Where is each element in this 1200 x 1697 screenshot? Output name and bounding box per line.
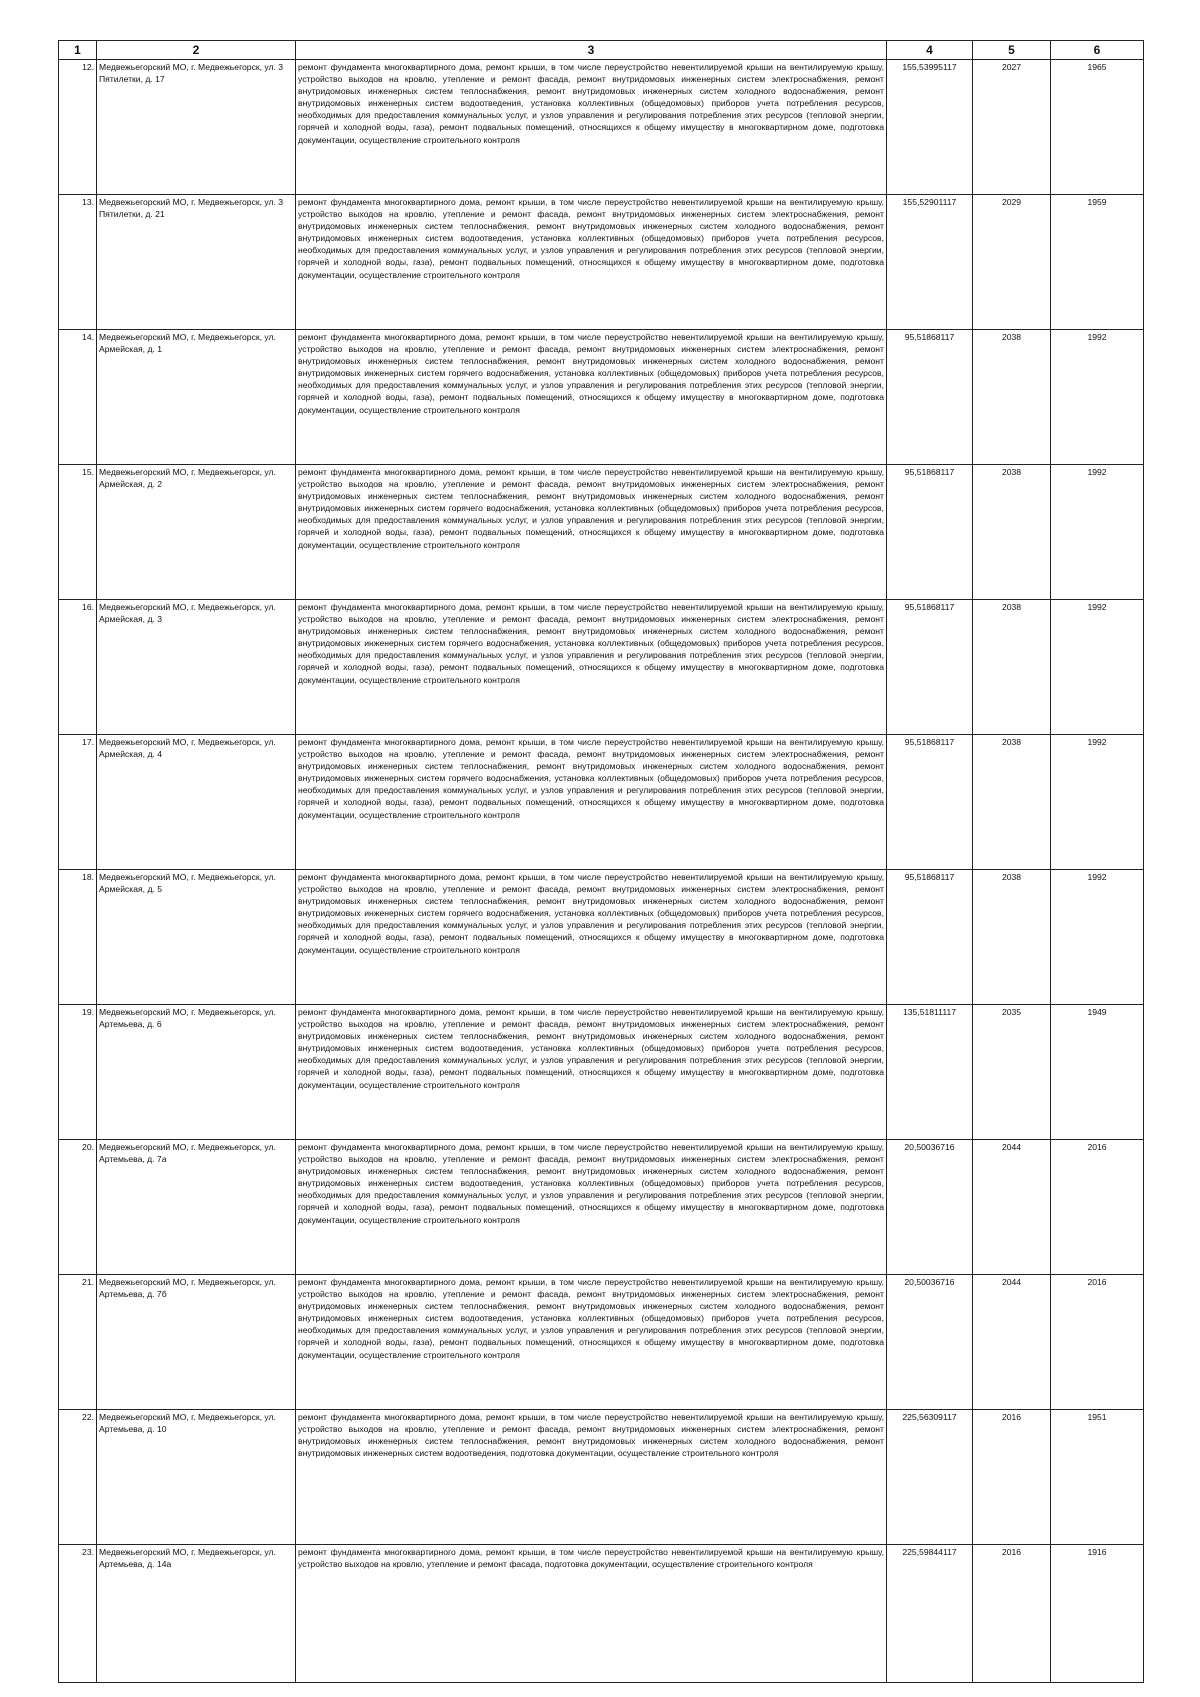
table-row	[59, 195, 1144, 330]
address-cell: Медвежьегорский МО, г. Медвежьегорск, ул. Артемьева, д. 10	[97, 1410, 296, 1545]
works-description-cell: ремонт фундамента многоквартирного дома, ремонт крыши, в том числе переустройство невентилируемой крыши на вентилируемую крышу, устройство выходов на кровлю, утепление и ремонт фасада, ремонт внутридомовых инженерных систем электроснабжения, ремонт внутридомовых инженерных систем теплоснабжения, ремонт внутридомовых инженерных систем холодного водоснабжения, ремонт внутридомовых инженерных систем горячего водоснабжения, установка коллективных (общедомовых) приборов учета потребления ресурсов, необходимых для предоставления коммунальных услуг, и узлов управления и регулирования потребления этих ресурсов (тепловой энергии, горячей и холодной воды, газа), ремонт подвальных помещений, относящихся к общему имуществу в многоквартирном доме, подготовка документации, осуществление строительного контроля	[296, 735, 887, 870]
built-year-cell: 1992	[1051, 600, 1144, 735]
works-description-cell: ремонт фундамента многоквартирного дома, ремонт крыши, в том числе переустройство невентилируемой крыши на вентилируемую крышу, устройство выходов на кровлю, утепление и ремонт фасада, ремонт внутридомовых инженерных систем электроснабжения, ремонт внутридомовых инженерных систем теплоснабжения, ремонт внутридомовых инженерных систем холодного водоснабжения, ремонт внутридомовых инженерных систем горячего водоснабжения, установка коллективных (общедомовых) приборов учета потребления ресурсов, необходимых для предоставления коммунальных услуг, и узлов управления и регулирования потребления этих ресурсов (тепловой энергии, горячей и холодной воды, газа), ремонт подвальных помещений, относящихся к общему имуществу в многоквартирном доме, подготовка документации, осуществление строительного контроля	[296, 465, 887, 600]
address-cell: Медвежьегорский МО, г. Медвежьегорск, ул. Артемьева, д. 6	[97, 1005, 296, 1140]
planned-year-cell: 2038	[973, 870, 1051, 1005]
cost-cell: 20,50036716	[887, 1275, 973, 1410]
planned-year-cell: 2038	[973, 330, 1051, 465]
built-year-cell: 1949	[1051, 1005, 1144, 1140]
table-row	[59, 1410, 1144, 1545]
row-number: 15.	[59, 465, 97, 600]
table-row	[59, 870, 1144, 1005]
header-cell: 6	[1051, 41, 1144, 60]
table-header	[59, 41, 1144, 60]
header-cell: 1	[59, 41, 97, 60]
header-cell: 3	[296, 41, 887, 60]
address-cell: Медвежьегорский МО, г. Медвежьегорск, ул. 3 Пятилетки, д. 17	[97, 60, 296, 195]
planned-year-cell: 2038	[973, 465, 1051, 600]
planned-year-cell: 2044	[973, 1140, 1051, 1275]
table-row	[59, 60, 1144, 195]
works-description-cell: ремонт фундамента многоквартирного дома, ремонт крыши, в том числе переустройство невентилируемой крыши на вентилируемую крышу, устройство выходов на кровлю, утепление и ремонт фасада, ремонт внутридомовых инженерных систем электроснабжения, ремонт внутридомовых инженерных систем теплоснабжения, ремонт внутридомовых инженерных систем холодного водоснабжения, ремонт внутридомовых инженерных систем водоотведения, установка коллективных (общедомовых) приборов учета потребления ресурсов, необходимых для предоставления коммунальных услуг, и узлов управления и регулирования потребления этих ресурсов (тепловой энергии, горячей и холодной воды, газа), ремонт подвальных помещений, относящихся к общему имуществу в многоквартирном доме, подготовка документации, осуществление строительного контроля	[296, 60, 887, 195]
planned-year-cell: 2027	[973, 60, 1051, 195]
table-row	[59, 1140, 1144, 1275]
planned-year-cell: 2016	[973, 1545, 1051, 1683]
cost-cell: 95,51868117	[887, 870, 973, 1005]
works-description-cell: ремонт фундамента многоквартирного дома, ремонт крыши, в том числе переустройство невентилируемой крыши на вентилируемую крышу, устройство выходов на кровлю, утепление и ремонт фасада, ремонт внутридомовых инженерных систем электроснабжения, ремонт внутридомовых инженерных систем теплоснабжения, ремонт внутридомовых инженерных систем холодного водоснабжения, ремонт внутридомовых инженерных систем горячего водоснабжения, установка коллективных (общедомовых) приборов учета потребления ресурсов, необходимых для предоставления коммунальных услуг, и узлов управления и регулирования потребления этих ресурсов (тепловой энергии, горячей и холодной воды, газа), ремонт подвальных помещений, относящихся к общему имуществу в многоквартирном доме, подготовка документации, осуществление строительного контроля	[296, 600, 887, 735]
planned-year-cell: 2035	[973, 1005, 1051, 1140]
built-year-cell: 1951	[1051, 1410, 1144, 1545]
built-year-cell: 2016	[1051, 1140, 1144, 1275]
planned-year-cell: 2044	[973, 1275, 1051, 1410]
built-year-cell: 1992	[1051, 465, 1144, 600]
cost-cell: 225,59844117	[887, 1545, 973, 1683]
row-number: 19.	[59, 1005, 97, 1140]
cost-cell: 95,51868117	[887, 465, 973, 600]
row-number: 21.	[59, 1275, 97, 1410]
cost-cell: 155,53995117	[887, 60, 973, 195]
header-row	[59, 41, 1144, 60]
address-cell: Медвежьегорский МО, г. Медвежьегорск, ул. Артемьева, д. 7а	[97, 1140, 296, 1275]
address-cell: Медвежьегорский МО, г. Медвежьегорск, ул. Армейская, д. 3	[97, 600, 296, 735]
works-description-cell: ремонт фундамента многоквартирного дома, ремонт крыши, в том числе переустройство невентилируемой крыши на вентилируемую крышу, устройство выходов на кровлю, утепление и ремонт фасада, подготовка документации, осуществление строительного контроля	[296, 1545, 887, 1683]
header-cell: 2	[97, 41, 296, 60]
built-year-cell: 1992	[1051, 735, 1144, 870]
works-description-cell: ремонт фундамента многоквартирного дома, ремонт крыши, в том числе переустройство невентилируемой крыши на вентилируемую крышу, устройство выходов на кровлю, утепление и ремонт фасада, ремонт внутридомовых инженерных систем электроснабжения, ремонт внутридомовых инженерных систем теплоснабжения, ремонт внутридомовых инженерных систем холодного водоснабжения, ремонт внутридомовых инженерных систем водоотведения, подготовка документации, осуществление строительного контроля	[296, 1410, 887, 1545]
works-description-cell: ремонт фундамента многоквартирного дома, ремонт крыши, в том числе переустройство невентилируемой крыши на вентилируемую крышу, устройство выходов на кровлю, утепление и ремонт фасада, ремонт внутридомовых инженерных систем электроснабжения, ремонт внутридомовых инженерных систем теплоснабжения, ремонт внутридомовых инженерных систем холодного водоснабжения, ремонт внутридомовых инженерных систем водоотведения, установка коллективных (общедомовых) приборов учета потребления ресурсов, необходимых для предоставления коммунальных услуг, и узлов управления и регулирования потребления этих ресурсов (тепловой энергии, горячей и холодной воды, газа), ремонт подвальных помещений, относящихся к общему имуществу в многоквартирном доме, подготовка документации, осуществление строительного контроля	[296, 195, 887, 330]
built-year-cell: 1992	[1051, 330, 1144, 465]
planned-year-cell: 2029	[973, 195, 1051, 330]
header-cell: 5	[973, 41, 1051, 60]
built-year-cell: 1992	[1051, 870, 1144, 1005]
planned-year-cell: 2038	[973, 600, 1051, 735]
row-number: 17.	[59, 735, 97, 870]
table-row	[59, 1275, 1144, 1410]
address-cell: Медвежьегорский МО, г. Медвежьегорск, ул. Армейская, д. 1	[97, 330, 296, 465]
address-cell: Медвежьегорский МО, г. Медвежьегорск, ул. Армейская, д. 2	[97, 465, 296, 600]
built-year-cell: 1916	[1051, 1545, 1144, 1683]
header-cell: 4	[887, 41, 973, 60]
works-description-cell: ремонт фундамента многоквартирного дома, ремонт крыши, в том числе переустройство невентилируемой крыши на вентилируемую крышу, устройство выходов на кровлю, утепление и ремонт фасада, ремонт внутридомовых инженерных систем электроснабжения, ремонт внутридомовых инженерных систем теплоснабжения, ремонт внутридомовых инженерных систем холодного водоснабжения, ремонт внутридомовых инженерных систем водоотведения, установка коллективных (общедомовых) приборов учета потребления ресурсов, необходимых для предоставления коммунальных услуг, и узлов управления и регулирования потребления этих ресурсов (тепловой энергии, горячей и холодной воды, газа), ремонт подвальных помещений, относящихся к общему имуществу в многоквартирном доме, подготовка документации, осуществление строительного контроля	[296, 1275, 887, 1410]
works-description-cell: ремонт фундамента многоквартирного дома, ремонт крыши, в том числе переустройство невентилируемой крыши на вентилируемую крышу, устройство выходов на кровлю, утепление и ремонт фасада, ремонт внутридомовых инженерных систем электроснабжения, ремонт внутридомовых инженерных систем теплоснабжения, ремонт внутридомовых инженерных систем холодного водоснабжения, ремонт внутридомовых инженерных систем водоотведения, установка коллективных (общедомовых) приборов учета потребления ресурсов, необходимых для предоставления коммунальных услуг, и узлов управления и регулирования потребления этих ресурсов (тепловой энергии, горячей и холодной воды, газа), ремонт подвальных помещений, относящихся к общему имуществу в многоквартирном доме, подготовка документации, осуществление строительного контроля	[296, 1005, 887, 1140]
table-row	[59, 330, 1144, 465]
planned-year-cell: 2016	[973, 1410, 1051, 1545]
row-number: 23.	[59, 1545, 97, 1683]
built-year-cell: 2016	[1051, 1275, 1144, 1410]
table-row	[59, 600, 1144, 735]
cost-cell: 225,56309117	[887, 1410, 973, 1545]
table-body	[59, 60, 1144, 1683]
row-number: 16.	[59, 600, 97, 735]
row-number: 18.	[59, 870, 97, 1005]
table-row	[59, 1005, 1144, 1140]
table-row	[59, 465, 1144, 600]
cost-cell: 155,52901117	[887, 195, 973, 330]
cost-cell: 135,51811117	[887, 1005, 973, 1140]
planned-year-cell: 2038	[973, 735, 1051, 870]
row-number: 22.	[59, 1410, 97, 1545]
row-number: 12.	[59, 60, 97, 195]
works-description-cell: ремонт фундамента многоквартирного дома, ремонт крыши, в том числе переустройство невентилируемой крыши на вентилируемую крышу, устройство выходов на кровлю, утепление и ремонт фасада, ремонт внутридомовых инженерных систем электроснабжения, ремонт внутридомовых инженерных систем теплоснабжения, ремонт внутридомовых инженерных систем холодного водоснабжения, ремонт внутридомовых инженерных систем горячего водоснабжения, установка коллективных (общедомовых) приборов учета потребления ресурсов, необходимых для предоставления коммунальных услуг, и узлов управления и регулирования потребления этих ресурсов (тепловой энергии, горячей и холодной воды, газа), ремонт подвальных помещений, относящихся к общему имуществу в многоквартирном доме, подготовка документации, осуществление строительного контроля	[296, 870, 887, 1005]
works-description-cell: ремонт фундамента многоквартирного дома, ремонт крыши, в том числе переустройство невентилируемой крыши на вентилируемую крышу, устройство выходов на кровлю, утепление и ремонт фасада, ремонт внутридомовых инженерных систем электроснабжения, ремонт внутридомовых инженерных систем теплоснабжения, ремонт внутридомовых инженерных систем холодного водоснабжения, ремонт внутридомовых инженерных систем водоотведения, установка коллективных (общедомовых) приборов учета потребления ресурсов, необходимых для предоставления коммунальных услуг, и узлов управления и регулирования потребления этих ресурсов (тепловой энергии, горячей и холодной воды, газа), ремонт подвальных помещений, относящихся к общему имуществу в многоквартирном доме, подготовка документации, осуществление строительного контроля	[296, 1140, 887, 1275]
address-cell: Медвежьегорский МО, г. Медвежьегорск, ул. Армейская, д. 5	[97, 870, 296, 1005]
address-cell: Медвежьегорский МО, г. Медвежьегорск, ул. 3 Пятилетки, д. 21	[97, 195, 296, 330]
row-number: 13.	[59, 195, 97, 330]
table-row	[59, 1545, 1144, 1683]
built-year-cell: 1959	[1051, 195, 1144, 330]
cost-cell: 95,51868117	[887, 330, 973, 465]
address-cell: Медвежьегорский МО, г. Медвежьегорск, ул. Артемьева, д. 7б	[97, 1275, 296, 1410]
address-cell: Медвежьегорский МО, г. Медвежьегорск, ул. Артемьева, д. 14а	[97, 1545, 296, 1683]
table-row	[59, 735, 1144, 870]
cost-cell: 95,51868117	[887, 735, 973, 870]
cost-cell: 20,50036716	[887, 1140, 973, 1275]
address-cell: Медвежьегорский МО, г. Медвежьегорск, ул. Армейская, д. 4	[97, 735, 296, 870]
row-number: 20.	[59, 1140, 97, 1275]
row-number: 14.	[59, 330, 97, 465]
built-year-cell: 1965	[1051, 60, 1144, 195]
register-table	[58, 40, 1144, 1683]
cost-cell: 95,51868117	[887, 600, 973, 735]
works-description-cell: ремонт фундамента многоквартирного дома, ремонт крыши, в том числе переустройство невентилируемой крыши на вентилируемую крышу, устройство выходов на кровлю, утепление и ремонт фасада, ремонт внутридомовых инженерных систем электроснабжения, ремонт внутридомовых инженерных систем теплоснабжения, ремонт внутридомовых инженерных систем холодного водоснабжения, ремонт внутридомовых инженерных систем горячего водоснабжения, установка коллективных (общедомовых) приборов учета потребления ресурсов, необходимых для предоставления коммунальных услуг, и узлов управления и регулирования потребления этих ресурсов (тепловой энергии, горячей и холодной воды, газа), ремонт подвальных помещений, относящихся к общему имуществу в многоквартирном доме, подготовка документации, осуществление строительного контроля	[296, 330, 887, 465]
